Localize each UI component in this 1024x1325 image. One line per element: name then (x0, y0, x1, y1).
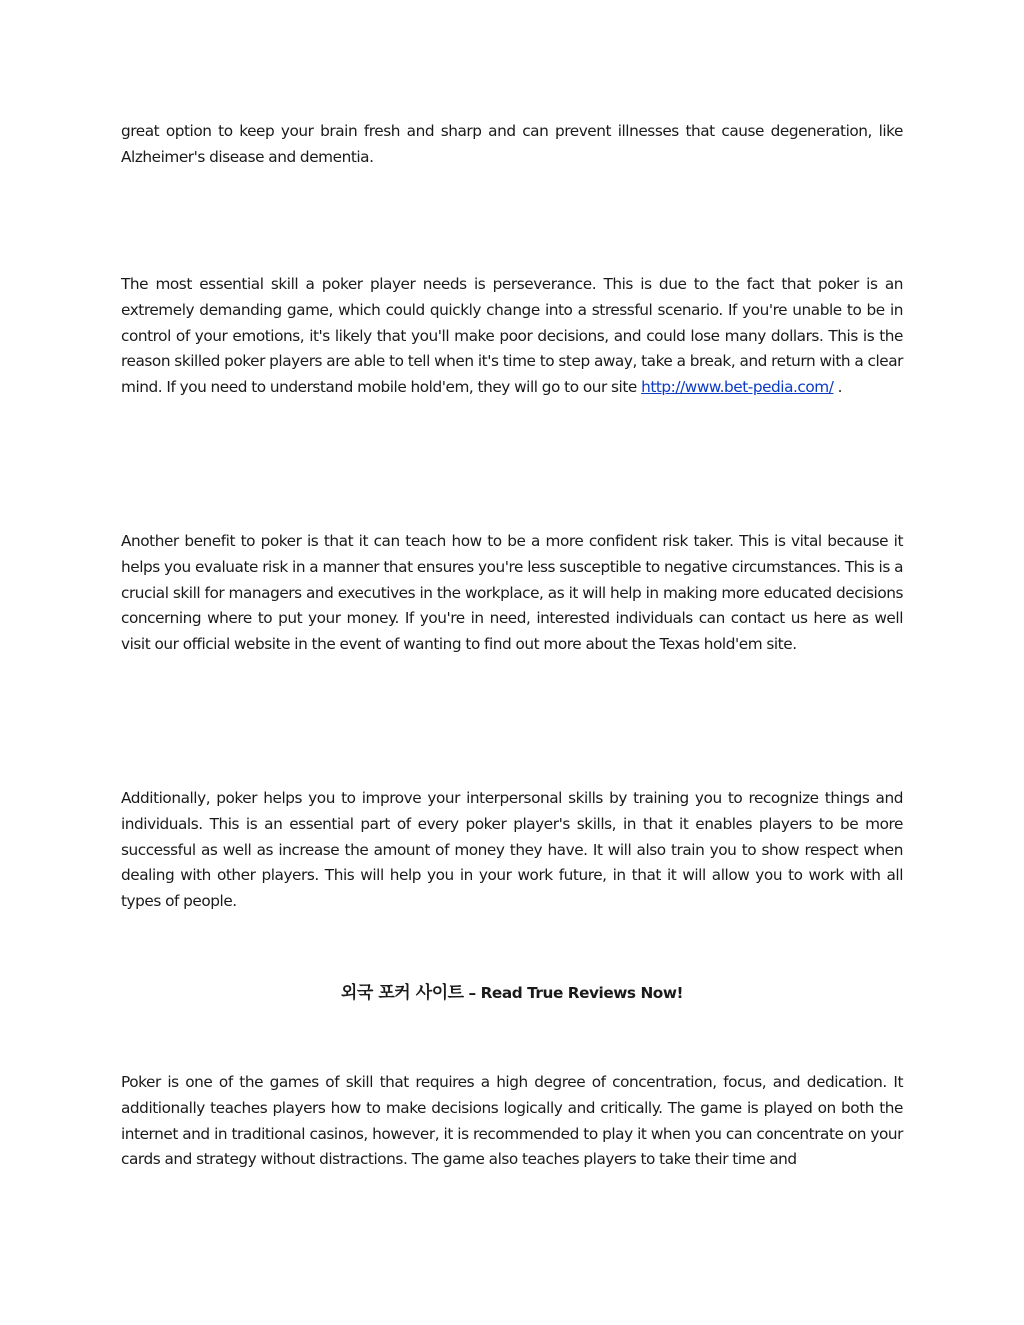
paragraph-perseverance (121, 272, 903, 401)
paragraph-risk-taker: Another benefit to poker is that it can teach how to be a more confident risk taker. This is vital because it helps you evaluate risk in a manner that ensures you're less susceptible to negative circumstances. This is a crucial skill for managers and executives in the workplace, as it will help in making more educated decisions concerning where to put your money. If you're in need, interested individuals can contact us here as well visit our official website in the event of wanting to find out more about the Texas hold'em site. (121, 532, 903, 654)
section-heading-rest: – Read True Reviews Now! (463, 984, 684, 1002)
bet-pedia-link[interactable]: http://www.bet-pedia.com/ (641, 378, 834, 397)
paragraph-poker-skill: Poker is one of the games of skill that requires a high degree of concentration, focus, and dedication. It additionally teaches players how to make decisions logically and critically. The game is played on both the internet and in traditional casinos, however, it is recommended to play it when you can concentrate on your cards and strategy without distractions. The game also teaches players to take their time and (121, 1073, 903, 1169)
paragraph-brain-health: great option to keep your brain fresh and sharp and can prevent illnesses that cause degeneration, like Alzheimer's disease and dementia. (121, 122, 903, 166)
paragraph-interpersonal-skills: Additionally, poker helps you to improve your interpersonal skills by training you to recognize things and individuals. This is an essential part of every poker player's skills, in that it enables players to be more successful as well as increase the amount of money they have. It will also train you to show respect when dealing with other players. This will help you in your work future, in that it will allow you to work with all types of people. (121, 789, 903, 911)
paragraph-perseverance-text: The most essential skill a poker player needs is perseverance. This is due to the fact that poker is an extremely demanding game, which could quickly change into a stressful scenario. If you're unable to be in control of your emotions, it's likely that you'll make poor decisions, and could lose many dollars. This is the reason skilled poker players are able to tell when it's time to step away, take a break, and return with a clear mind. If you need to understand mobile hold'em, they will go to our site (121, 275, 903, 397)
section-heading-korean: 외국 포커 사이트 (340, 983, 464, 1003)
paragraph-perseverance-end: . (833, 378, 843, 397)
section-heading (121, 980, 903, 1006)
